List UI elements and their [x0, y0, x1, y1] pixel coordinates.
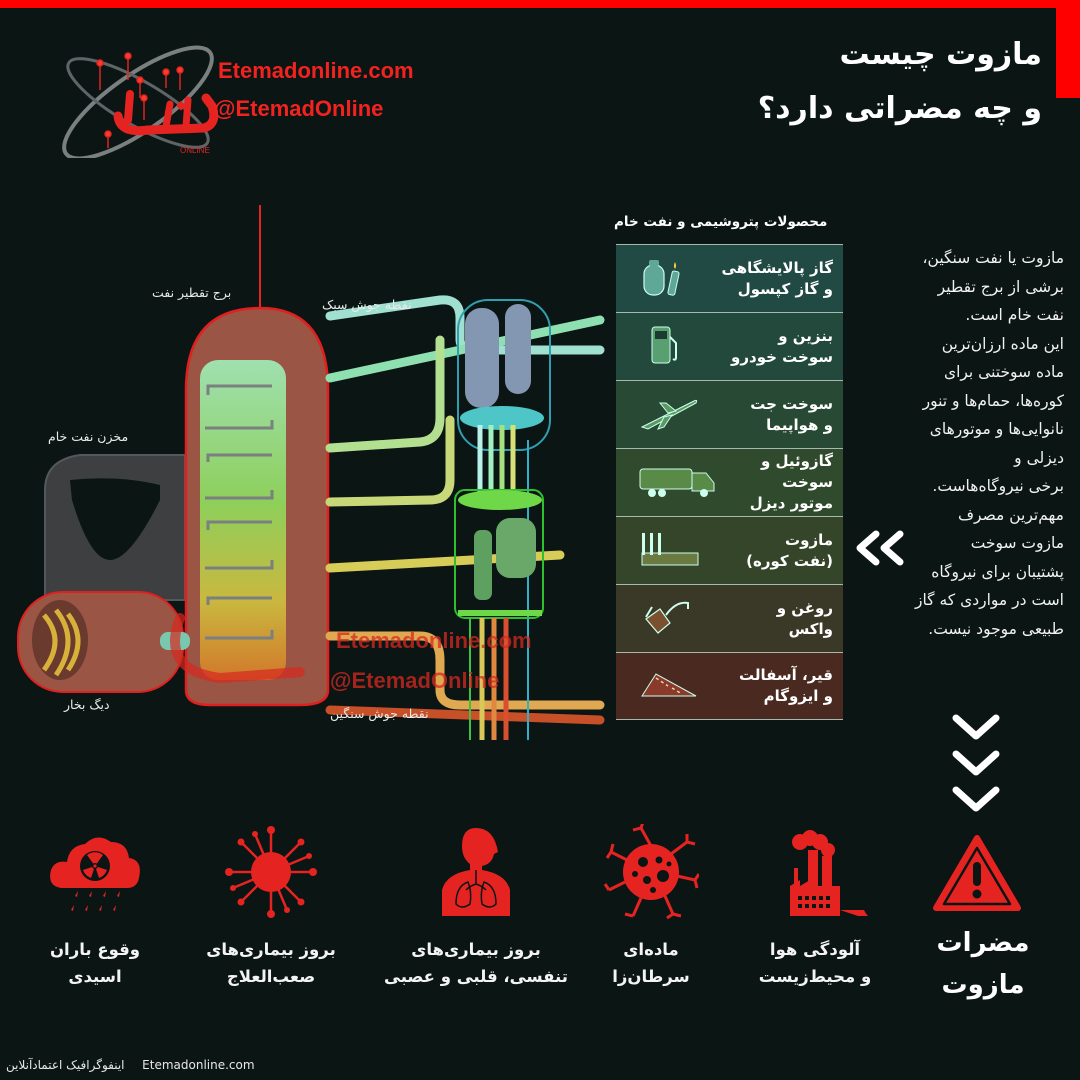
harm-label-line2: اسیدی — [68, 967, 122, 986]
asphalt-road-icon — [638, 666, 702, 706]
acid-rain-cloud-icon — [10, 830, 180, 920]
product-line1: گاز پالایشگاهی — [721, 258, 833, 277]
tower-label: برج تقطیر نفت — [152, 285, 232, 300]
harm-label-line2: سرطان‌زا — [612, 967, 690, 986]
product-row-asphalt — [616, 652, 843, 720]
harms-title — [928, 922, 1038, 1006]
footer-url[interactable]: Etemadonline.com — [142, 1058, 255, 1072]
truck-icon — [638, 463, 718, 503]
description-line: برشی از برج تقطیر — [937, 277, 1064, 296]
product-line2: و ایزوگام — [763, 687, 833, 705]
product-row-mazut — [616, 516, 843, 584]
harm-label-line2: تنفسی، قلبی و عصبی — [384, 967, 568, 986]
cancer-cell-icon — [566, 830, 736, 920]
harm-item-acid-rain — [10, 830, 180, 990]
harm-item-incurable — [186, 830, 356, 990]
description-line: دیزلی و — [1014, 448, 1064, 467]
airplane-icon — [638, 393, 698, 437]
virus-icon — [186, 830, 356, 920]
harm-label-line1: بروز بیماری‌های — [411, 940, 541, 959]
description-line: مازوت سوخت — [970, 534, 1064, 552]
product-row-gas — [616, 244, 843, 312]
harm-item-pollution — [730, 830, 900, 990]
product-line1: سوخت جت — [750, 394, 833, 413]
corner-accent-bar — [1056, 0, 1080, 98]
description-line: این ماده ارزان‌ترین — [941, 334, 1064, 353]
watermark-url: Etemadonline.com — [336, 628, 532, 653]
description-line: است در مواردی که گاز — [914, 591, 1064, 609]
product-line2: واکس — [788, 619, 833, 638]
fuel-pump-icon — [638, 325, 686, 369]
description-line: پشتیبان برای نیروگاه — [931, 562, 1064, 581]
chevron-down-triple-icon — [950, 710, 1002, 818]
harms-title-line-2: مازوت — [941, 970, 1025, 1000]
description-line: مهم‌ترین مصرف — [957, 505, 1064, 524]
title-line-2: و چه مضراتی دارد؟ — [757, 91, 1042, 126]
brand-url[interactable]: Etemadonline.com — [218, 58, 414, 83]
product-row-gasoline — [616, 312, 843, 380]
heavy-boiling-label: نقطه جوش سنگین — [330, 706, 429, 721]
crude-tank-label: مخزن نفت خام — [48, 429, 129, 444]
product-row-oil — [616, 584, 843, 652]
product-line2: (نفت کوره) — [746, 551, 833, 570]
factory-icon — [638, 529, 702, 573]
harm-label-line2: و محیط‌زیست — [758, 967, 872, 986]
description-line: نفت خام است. — [965, 306, 1064, 324]
oil-can-icon — [638, 597, 694, 641]
harm-label-line1: وقوع باران — [49, 940, 141, 959]
footer-credit: اینفوگرافیک اعتمادآنلاین — [6, 1058, 125, 1072]
mazut-description — [844, 244, 1064, 643]
description-line: کوره‌ها، حمام‌ها و تنور — [922, 391, 1064, 410]
distillation-diagram — [0, 200, 620, 740]
product-line1: روغن و — [776, 598, 833, 617]
product-line2: سوخت خودرو — [731, 347, 833, 366]
title-line-1: مازوت چیست — [839, 37, 1042, 72]
product-line1: گازوئیل و سوخت — [760, 452, 833, 491]
product-row-diesel — [616, 448, 843, 516]
polluting-factory-icon — [730, 830, 900, 920]
harm-item-carcinogen — [566, 830, 736, 990]
top-accent-bar — [0, 0, 1080, 8]
chevron-left-double-icon — [852, 528, 908, 572]
product-line1: قیر، آسفالت — [738, 666, 833, 684]
harm-label-line2: صعب‌العلاج — [226, 967, 316, 986]
products-list — [616, 244, 843, 720]
harm-label-line1: ماده‌ای — [623, 940, 679, 959]
product-line2: موتور دیزل — [749, 494, 833, 512]
harm-label-line1: بروز بیماری‌های — [206, 940, 336, 959]
harm-label-line1: آلودگی هوا — [769, 940, 861, 959]
product-line2: و گاز کپسول — [737, 279, 833, 298]
footer — [6, 1058, 255, 1072]
boiler-label: دیگ بخار — [64, 697, 110, 712]
warning-icon — [932, 834, 1022, 916]
page-title — [758, 28, 1042, 136]
product-row-jet — [616, 380, 843, 448]
svg-text:ONLINE: ONLINE — [180, 146, 210, 155]
harm-item-respiratory — [376, 830, 576, 990]
brand-handle[interactable]: @EtemadOnline — [214, 96, 384, 121]
harms-title-line-1: مضرات — [936, 928, 1030, 958]
light-boiling-label: نقطه جوش سبک — [322, 297, 412, 312]
product-line1: مازوت — [785, 530, 833, 549]
brand-logo — [48, 28, 218, 158]
description-line: نانوایی‌ها و موتورهای — [929, 420, 1064, 438]
product-line2: و هواپیما — [766, 415, 833, 434]
lungs-body-icon — [376, 830, 576, 920]
description-line: مازوت یا نفت سنگین، — [922, 249, 1064, 267]
product-line1: بنزین و — [778, 326, 833, 345]
products-title: محصولات پتروشیمی و نفت خام — [614, 214, 828, 230]
watermark-handle: @EtemadOnline — [330, 668, 500, 693]
description-line: ماده سوختنی برای — [943, 363, 1064, 381]
description-line: برخی نیروگاه‌هاست. — [932, 477, 1064, 495]
description-line: طبیعی موجود نیست. — [928, 619, 1064, 638]
gas-cylinder-icon — [638, 257, 686, 301]
